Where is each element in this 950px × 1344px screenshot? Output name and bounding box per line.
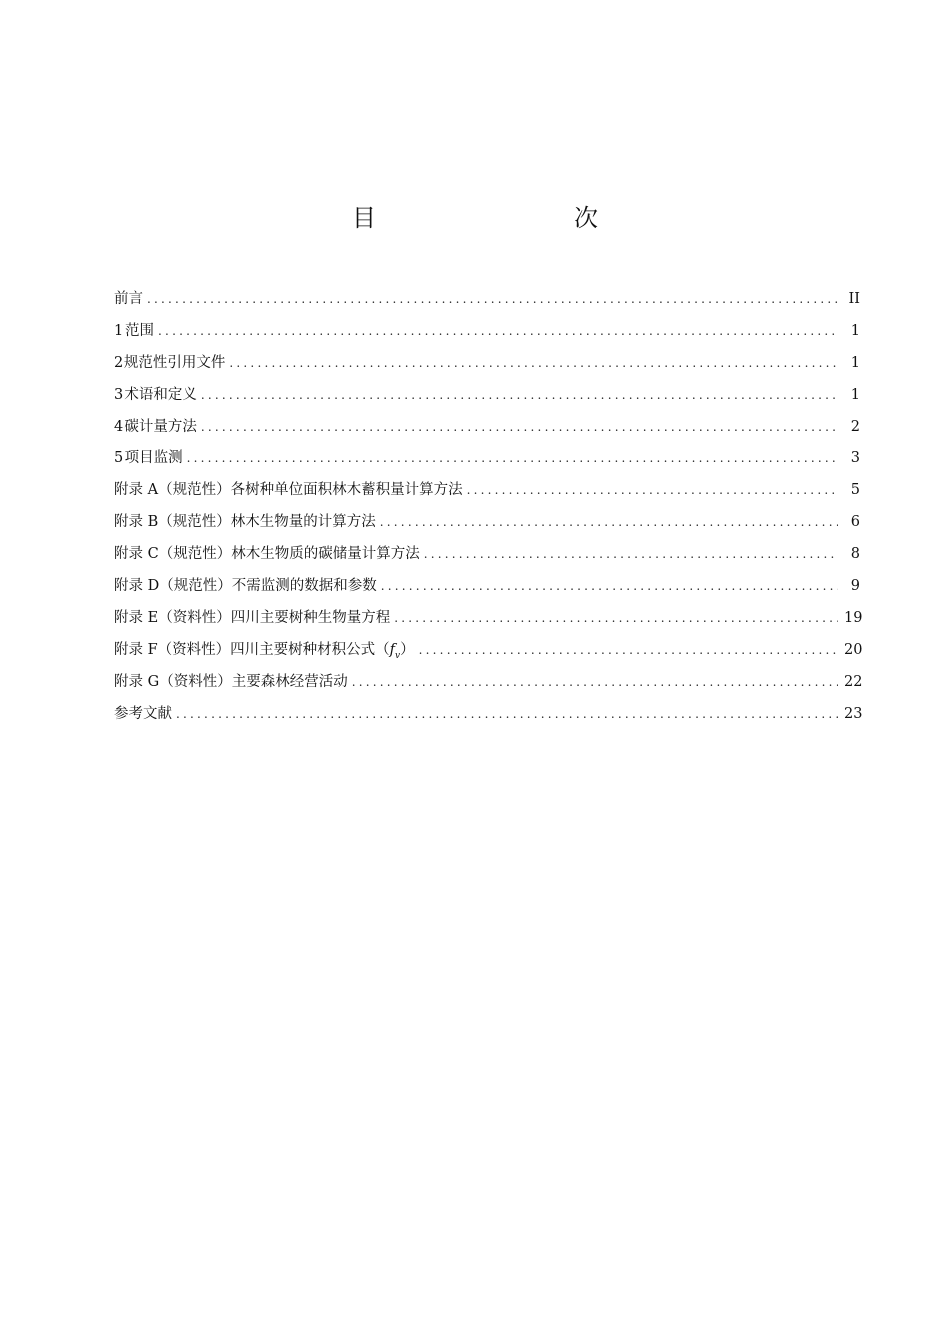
toc-entry-appendix-c[interactable]: [114, 539, 860, 571]
toc-entry-page: 1: [850, 354, 860, 371]
toc-entry-number: 附录 D（规范性）: [114, 578, 232, 595]
toc-entry-foreword[interactable]: [114, 284, 860, 316]
toc-entry-bibliography[interactable]: [114, 699, 863, 731]
toc-entry-title: 主要森林经营活动: [231, 673, 348, 690]
toc-entry-number: 附录 E（资料性）: [114, 609, 231, 626]
toc-entry-number: 2: [114, 354, 124, 371]
toc-entry-terms-definitions[interactable]: [114, 380, 860, 412]
toc-entry-page: II: [848, 291, 860, 307]
formula-symbol-subscript: v: [395, 650, 401, 661]
toc-entry-title: 四川主要树种材积公式（: [230, 641, 390, 658]
toc-entry-number: 4: [114, 418, 124, 435]
dot-leader: [381, 571, 838, 603]
toc-entry-number: 附录 F（资料性）: [114, 641, 231, 658]
toc-entry-title-suffix: ）: [400, 641, 415, 658]
dot-leader: [352, 667, 838, 699]
toc-entry-appendix-g[interactable]: [114, 667, 863, 699]
toc-entry-number: 3: [114, 386, 124, 403]
dot-leader: [158, 316, 838, 348]
toc-entry-title: 参考文献: [114, 705, 172, 722]
toc-entry-page: 1: [850, 322, 860, 339]
toc-entry-title: 范围: [125, 322, 155, 339]
dot-leader: [147, 284, 838, 316]
toc-entry-title: 各树种单位面积林木蓄积量计算方法: [230, 482, 463, 499]
toc-entry-number: 附录 A（规范性）: [114, 482, 231, 499]
toc-entry-appendix-f[interactable]: [114, 635, 863, 667]
toc-entry-appendix-d[interactable]: [114, 571, 860, 603]
dot-leader: [380, 507, 838, 539]
toc-entry-number: 5: [114, 450, 124, 467]
toc-entry-page: 23: [844, 705, 863, 722]
dot-leader: [467, 475, 838, 507]
dot-leader: [394, 603, 838, 635]
toc-entry-appendix-a[interactable]: [114, 475, 860, 507]
toc-entry-title: 项目监测: [124, 450, 183, 467]
dot-leader: [201, 412, 838, 444]
toc-entry-page: 1: [850, 386, 860, 403]
toc-entry-carbon-methods[interactable]: [114, 412, 860, 444]
toc-list: [114, 284, 863, 730]
toc-entry-number: 附录 C（规范性）: [114, 546, 232, 563]
dot-leader: [229, 348, 838, 380]
toc-heading: 目 次: [352, 204, 648, 232]
dot-leader: [419, 635, 838, 667]
toc-entry-number: 附录 G（资料性）: [114, 673, 232, 690]
toc-entry-title: 不需监测的数据和参数: [231, 578, 377, 595]
toc-entry-page: 6: [850, 514, 860, 531]
toc-entry-appendix-b[interactable]: [114, 507, 860, 539]
toc-entry-page: 3: [850, 450, 860, 467]
toc-entry-page: 8: [850, 546, 860, 563]
toc-entry-title: 碳计量方法: [124, 418, 197, 435]
formula-symbol: [389, 641, 401, 661]
toc-entry-appendix-e[interactable]: [114, 603, 863, 635]
dot-leader: [187, 443, 838, 475]
toc-entry-page: 5: [850, 482, 860, 499]
toc-entry-title: 林木生物质的碳储量计算方法: [231, 546, 420, 563]
toc-entry-scope[interactable]: [114, 316, 860, 348]
toc-entry-page: 9: [850, 578, 860, 595]
toc-entry-project-monitoring[interactable]: [114, 443, 860, 475]
toc-entry-title: 术语和定义: [124, 386, 197, 403]
toc-entry-page: 22: [844, 673, 863, 690]
toc-entry-normative-references[interactable]: [114, 348, 860, 380]
toc-entry-title: 四川主要树种生物量方程: [230, 609, 391, 626]
toc-entry-title: 前言: [114, 291, 143, 307]
toc-entry-page: 19: [844, 609, 863, 626]
toc-entry-page: 20: [844, 641, 863, 658]
dot-leader: [176, 699, 838, 731]
toc-entry-number: 1: [114, 322, 124, 339]
formula-symbol-base: f: [389, 641, 396, 658]
toc-entry-title: 规范性引用文件: [123, 354, 226, 371]
toc-entry-page: 2: [850, 418, 860, 435]
toc-entry-title: 林木生物量的计算方法: [230, 514, 376, 531]
toc-entry-number: 附录 B（规范性）: [114, 514, 231, 531]
dot-leader: [424, 539, 838, 571]
dot-leader: [201, 380, 838, 412]
